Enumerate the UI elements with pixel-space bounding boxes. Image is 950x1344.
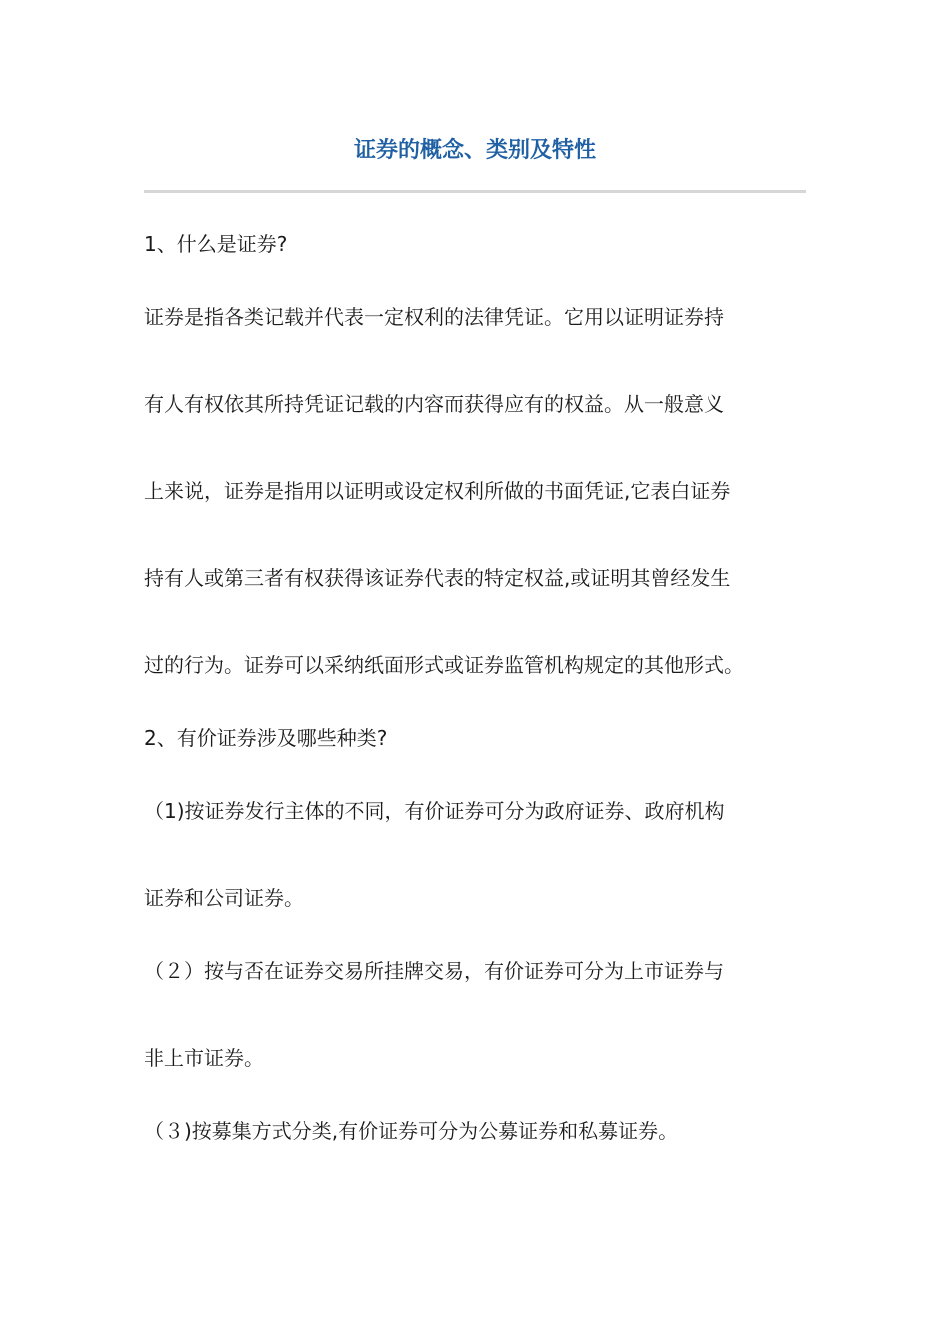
list-item-line: （３)按募集方式分类,有价证券可分为公募证券和私募证券。: [144, 1119, 679, 1143]
list-item-line: （２）按与否在证券交易所挂牌交易，有价证券可分为上市证券与: [144, 959, 724, 983]
question-heading-2: 2、有价证券涉及哪些种类?: [144, 726, 388, 750]
list-item-line: （1)按证券发行主体的不同，有价证券可分为政府证券、政府机构: [144, 799, 725, 823]
paragraph-line: 持有人或第三者有权获得该证券代表的特定权益,或证明其曾经发生: [144, 566, 731, 590]
list-item-line: 证券和公司证券。: [144, 886, 304, 910]
question-heading-1: 1、什么是证券?: [144, 232, 288, 256]
paragraph-line: 有人有权依其所持凭证记载的内容而获得应有的权益。从一般意义: [144, 392, 724, 416]
paragraph-line: 过的行为。证券可以采纳纸面形式或证券监管机构规定的其他形式。: [144, 653, 744, 677]
title-divider: [144, 190, 806, 193]
paragraph-line: 上来说，证券是指用以证明或设定权利所做的书面凭证,它表白证券: [144, 479, 731, 503]
list-item-line: 非上市证券。: [144, 1046, 264, 1070]
paragraph-line: 证券是指各类记载并代表一定权利的法律凭证。它用以证明证券持: [144, 305, 724, 329]
page-title: 证券的概念、类别及特性: [353, 138, 596, 163]
